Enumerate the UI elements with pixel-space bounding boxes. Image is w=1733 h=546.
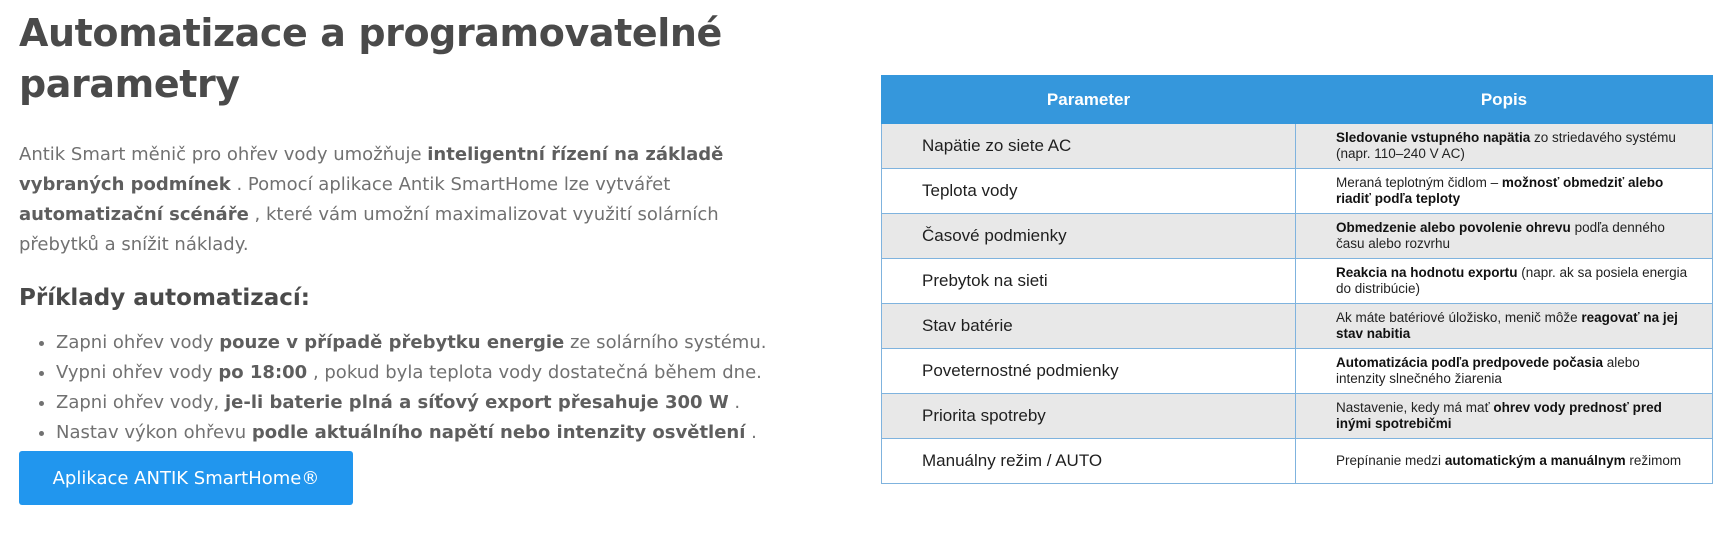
- desc-text: (napr. ak sa posiela energia do distribúcie): [1336, 265, 1688, 296]
- desc-bold: ohrev vody prednosť pred inými spotrebičmi: [1336, 400, 1662, 431]
- list-item: [56, 328, 819, 358]
- desc-text: Prepínanie medzi: [1336, 453, 1445, 468]
- list-item-bold: podle aktuálního napětí nebo intenzity osvětlení: [251, 422, 746, 443]
- table-row: [882, 214, 1713, 259]
- desc-cell: [1296, 169, 1713, 214]
- intro-paragraph: [19, 140, 789, 260]
- list-item-text: .: [745, 422, 757, 443]
- desc-bold: Reakcia na hodnotu exportu: [1336, 265, 1518, 280]
- table-row: [882, 124, 1713, 169]
- list-item: [56, 418, 819, 448]
- examples-heading: Příklady automatizací:: [19, 285, 310, 311]
- param-cell: Priorita spotreby: [882, 394, 1296, 439]
- header-popis: Popis: [1296, 76, 1713, 124]
- desc-cell: [1296, 214, 1713, 259]
- table-row: [882, 304, 1713, 349]
- desc-cell: [1296, 304, 1713, 349]
- param-cell: Poveternostné podmienky: [882, 349, 1296, 394]
- desc-cell: [1296, 259, 1713, 304]
- list-item-text: .: [728, 392, 741, 413]
- list-item-bold: pouze v případě přebytku energie: [219, 332, 565, 353]
- desc-bold: možnosť obmedziť alebo riadiť podľa teploty: [1336, 175, 1664, 206]
- header-parameter: Parameter: [882, 76, 1296, 124]
- list-item-text: Nastav výkon ohřevu: [56, 422, 252, 443]
- list-item-text: Zapni ohřev vody: [56, 332, 220, 353]
- intro-text-2: . Pomocí aplikace Antik SmartHome lze vytvářet: [230, 174, 671, 195]
- table-row: [882, 349, 1713, 394]
- list-item-text: ze solárního systému.: [564, 332, 767, 353]
- param-cell: Teplota vody: [882, 169, 1296, 214]
- param-cell: Časové podmienky: [882, 214, 1296, 259]
- desc-text: zo striedavého systému (napr. 110–240 V AC): [1336, 130, 1676, 161]
- parameters-table-image: [881, 75, 1713, 484]
- table-row: [882, 259, 1713, 304]
- list-item: [56, 388, 819, 418]
- desc-text: alebo intenzity slnečného žiarenia: [1336, 355, 1640, 386]
- desc-cell: [1296, 349, 1713, 394]
- table-row: [882, 394, 1713, 439]
- intro-text-1: Antik Smart měnič pro ohřev vody umožňuje: [19, 144, 428, 165]
- param-cell: Stav batérie: [882, 304, 1296, 349]
- table-row: [882, 439, 1713, 484]
- content-column: [19, 8, 819, 448]
- desc-bold: reagovať na jej stav nabitia: [1336, 310, 1678, 341]
- list-item-bold: po 18:00: [218, 362, 308, 383]
- desc-bold: Sledovanie vstupného napätia: [1336, 130, 1531, 145]
- list-item-text: , pokud byla teplota vody dostatečná během dne.: [307, 362, 762, 383]
- param-cell: Napätie zo siete AC: [882, 124, 1296, 169]
- table-row: [882, 169, 1713, 214]
- list-item-text: Vypni ohřev vody: [56, 362, 219, 383]
- intro-text-3: , které vám umožní maximalizovat využití solárních přebytků a snížit náklady.: [19, 204, 719, 255]
- intro-bold-1: inteligentní řízení na základě vybraných podmínek: [19, 144, 724, 195]
- param-cell: Manuálny režim / AUTO: [882, 439, 1296, 484]
- desc-bold: Automatizácia podľa predpovede počasia: [1336, 355, 1604, 370]
- param-cell: Prebytok na sieti: [882, 259, 1296, 304]
- examples-list: [19, 328, 819, 448]
- list-item-bold: je-li baterie plná a síťový export přesahuje 300 W: [224, 392, 729, 413]
- desc-text: Nastavenie, kedy má mať: [1336, 400, 1494, 415]
- smarthome-app-button[interactable]: Aplikace ANTIK SmartHome®: [19, 451, 353, 505]
- desc-text: režimom: [1625, 453, 1682, 468]
- desc-cell: [1296, 124, 1713, 169]
- list-item-text: Zapni ohřev vody,: [56, 392, 225, 413]
- desc-bold: automatickým a manuálnym: [1444, 453, 1626, 468]
- list-item: [56, 358, 819, 388]
- page-title: Automatizace a programovatelné parametry: [19, 11, 722, 106]
- table-header-row: [882, 76, 1713, 124]
- desc-cell: [1296, 394, 1713, 439]
- parameters-table: [881, 75, 1713, 484]
- desc-text: Ak máte batériové úložisko, menič môže: [1336, 310, 1582, 325]
- desc-text: podľa denného času alebo rozvrhu: [1336, 220, 1665, 251]
- desc-text: Meraná teplotným čidlom –: [1336, 175, 1502, 190]
- desc-bold: Obmedzenie alebo povolenie ohrevu: [1336, 220, 1571, 235]
- intro-bold-2: automatizační scénáře: [19, 204, 249, 225]
- desc-cell: [1296, 439, 1713, 484]
